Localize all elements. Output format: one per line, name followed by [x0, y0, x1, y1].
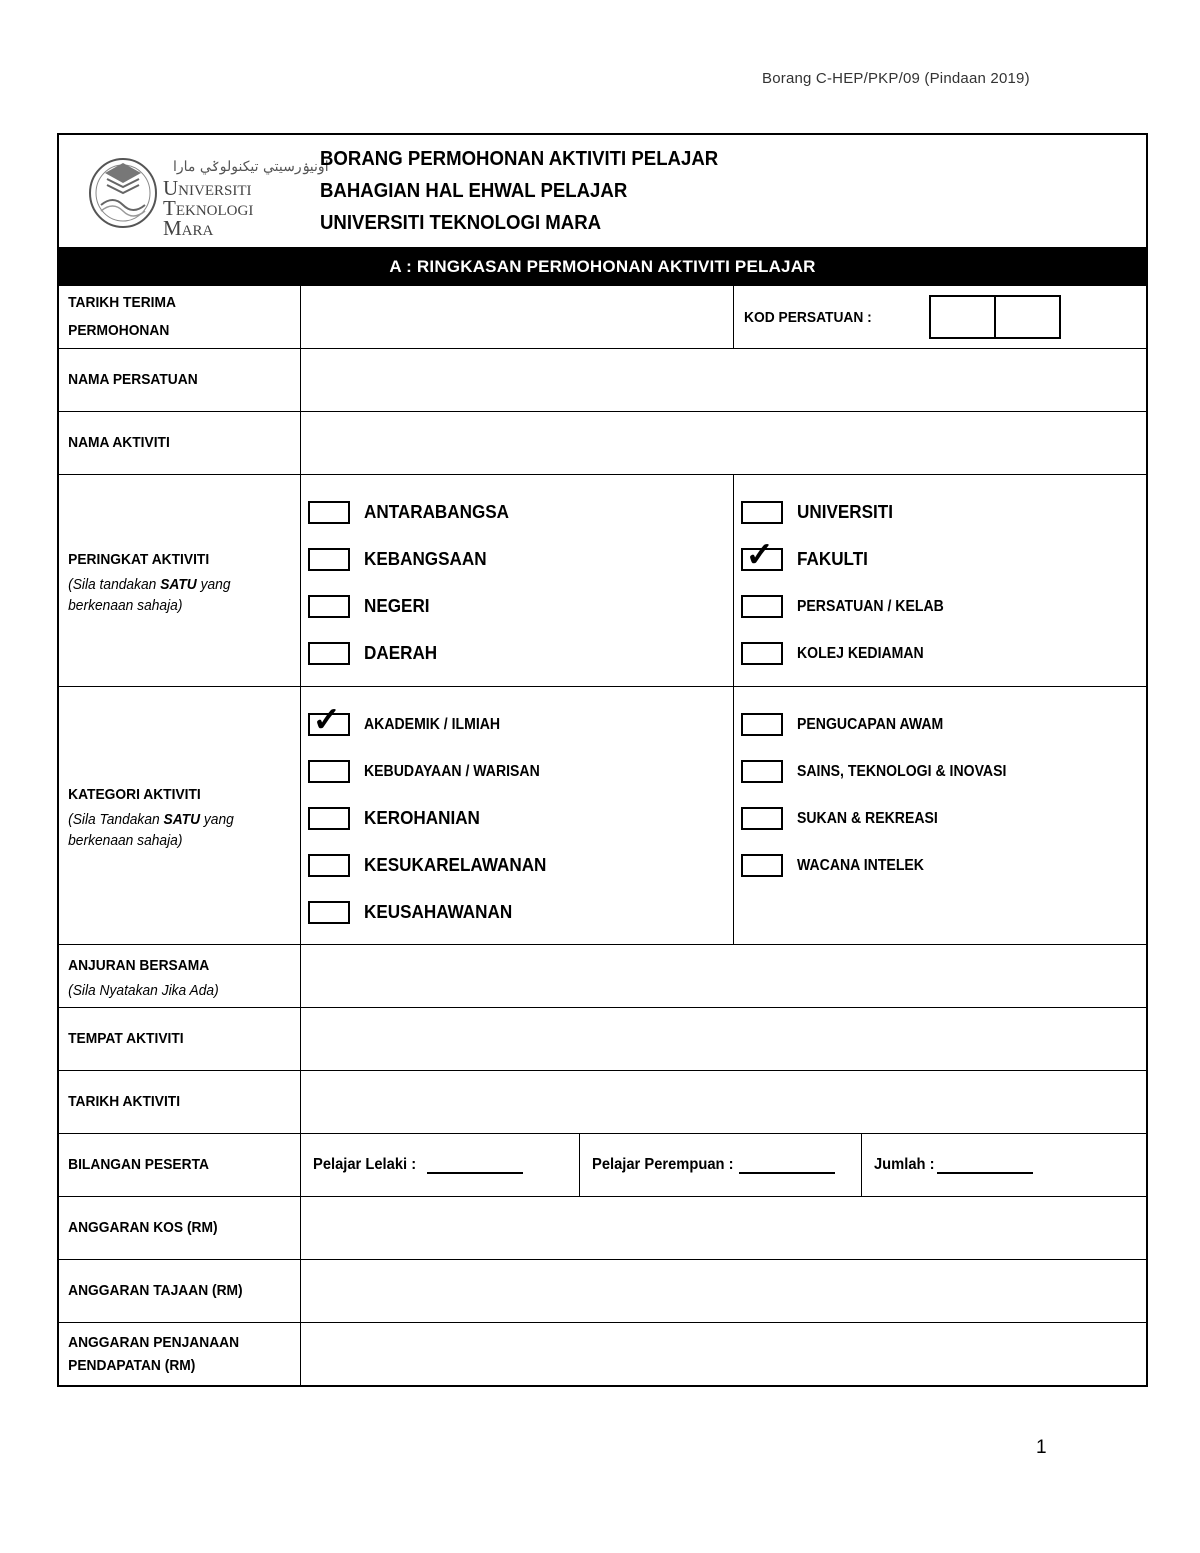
checkbox[interactable] [308, 642, 350, 665]
svg-text:اونيۏرسيتي تيکنولوݢي مارا: اونيۏرسيتي تيکنولوݢي مارا [173, 159, 329, 175]
kategori-options-right [733, 687, 1147, 945]
tajaan-label: ANGGARAN TAJAAN (RM) [58, 1260, 281, 1323]
nama-aktiviti-field[interactable] [300, 412, 1147, 475]
peringkat-options-left [300, 475, 733, 687]
application-form [57, 133, 1148, 1387]
checkbox[interactable] [741, 854, 783, 877]
anjuran-note: (Sila Nyatakan Jika Ada) [68, 981, 219, 999]
checkbox[interactable] [308, 501, 350, 524]
checkbox[interactable] [308, 548, 350, 571]
bilangan-label: BILANGAN PESERTA [58, 1134, 281, 1197]
tarikh-terima-label: TARIKH TERIMA PERMOHONAN [58, 286, 281, 349]
peringkat-note: (Sila tandakan SATU yang berkenaan sahaja) [68, 575, 231, 614]
nama-persatuan-field[interactable] [300, 349, 1147, 412]
checkbox[interactable] [741, 760, 783, 783]
perempuan-blank[interactable] [739, 1156, 835, 1174]
page-number: 1 [1036, 1437, 1047, 1458]
lelaki-label: Pelajar Lelaki : [312, 1156, 416, 1173]
option-universiti[interactable]: UNIVERSITI [741, 489, 1147, 536]
logo-cell [58, 134, 329, 248]
option-fakulti[interactable]: ✓ FAKULTI [741, 536, 1147, 583]
option-daerah[interactable]: DAERAH [308, 630, 733, 677]
nama-aktiviti-label: NAMA AKTIVITI [58, 412, 281, 475]
checkbox[interactable] [308, 807, 350, 830]
checkbox[interactable] [308, 854, 350, 877]
header-titles [300, 134, 1147, 248]
peringkat-options-right [733, 475, 1147, 687]
tarikh-terima-field[interactable] [300, 286, 733, 349]
checkbox[interactable] [741, 501, 783, 524]
anjuran-field[interactable] [300, 945, 1147, 1008]
penjanaan-label: ANGGARAN PENJANAAN PENDAPATAN (RM) [58, 1323, 281, 1387]
option-sains-teknologi-inovasi[interactable]: SAINS, TEKNOLOGI & INOVASI [741, 748, 1147, 795]
crest-icon [90, 159, 156, 227]
svg-text:Mara: Mara [163, 216, 214, 240]
check-icon: ✓ [745, 536, 774, 574]
form-title: BORANG PERMOHONAN AKTIVITI PELAJAR [320, 148, 719, 170]
kategori-options-left [300, 687, 733, 945]
peringkat-label: PERINGKAT AKTIVITI (Sila tandakan SATU yang berkenaan sahaja) [58, 475, 281, 687]
kos-field[interactable] [300, 1197, 1147, 1260]
anjuran-label: ANJURAN BERSAMA (Sila Nyatakan Jika Ada) [58, 945, 281, 1008]
tajaan-field[interactable] [300, 1260, 1147, 1323]
option-negeri[interactable]: NEGERI [308, 583, 733, 630]
form-code: Borang C-HEP/PKP/09 (Pindaan 2019) [762, 70, 1030, 87]
option-kebudayaan-warisan[interactable]: KEBUDAYAAN / WARISAN [308, 748, 733, 795]
svg-text:Universiti: Universiti [163, 176, 252, 200]
university-title: UNIVERSITI TEKNOLOGI MARA [320, 212, 602, 234]
kategori-note: (Sila Tandakan SATU yang berkenaan sahaja) [68, 810, 234, 849]
uitm-logo [83, 143, 329, 240]
tarikh-aktiviti-field[interactable] [300, 1071, 1147, 1134]
option-kerohanian[interactable]: KEROHANIAN [308, 795, 733, 842]
option-keusahawanan[interactable]: KEUSAHAWANAN [308, 889, 733, 936]
option-persatuan-kelab[interactable]: PERSATUAN / KELAB [741, 583, 1147, 630]
kod-box-1[interactable] [931, 297, 994, 337]
tempat-field[interactable] [300, 1008, 1147, 1071]
tarikh-aktiviti-label: TARIKH AKTIVITI [58, 1071, 281, 1134]
checkbox[interactable] [741, 807, 783, 830]
option-wacana-intelek[interactable]: WACANA INTELEK [741, 842, 1147, 889]
checkbox-checked[interactable] [308, 701, 350, 739]
jumlah-label: Jumlah : [873, 1156, 935, 1173]
kod-box-2[interactable] [994, 297, 1059, 337]
jumlah-cell [861, 1134, 1147, 1197]
section-a-title: A : RINGKASAN PERMOHONAN AKTIVITI PELAJAR [58, 248, 1147, 286]
checkbox[interactable] [741, 595, 783, 618]
option-antarabangsa[interactable]: ANTARABANGSA [308, 489, 733, 536]
checkbox[interactable] [308, 760, 350, 783]
checkbox[interactable] [741, 642, 783, 665]
option-sukan-rekreasi[interactable]: SUKAN & REKREASI [741, 795, 1147, 842]
kod-persatuan-label: KOD PERSATUAN : [743, 308, 872, 326]
jumlah-blank[interactable] [937, 1156, 1033, 1174]
svg-text:Teknologi: Teknologi [163, 196, 254, 220]
perempuan-label: Pelajar Perempuan : [591, 1156, 734, 1173]
lelaki-blank[interactable] [427, 1156, 523, 1174]
checkbox[interactable] [308, 901, 350, 924]
nama-persatuan-label: NAMA PERSATUAN [58, 349, 281, 412]
option-kesukarelawanan[interactable]: KESUKARELAWANAN [308, 842, 733, 889]
kos-label: ANGGARAN KOS (RM) [58, 1197, 281, 1260]
option-pengucapan-awam[interactable]: PENGUCAPAN AWAM [741, 701, 1147, 748]
kod-persatuan-cell [733, 286, 1147, 349]
penjanaan-field[interactable] [300, 1323, 1147, 1387]
checkbox-checked[interactable] [741, 536, 783, 574]
department-title: BAHAGIAN HAL EHWAL PELAJAR [320, 180, 628, 202]
check-icon: ✓ [312, 701, 341, 739]
checkbox[interactable] [308, 595, 350, 618]
lelaki-cell [300, 1134, 579, 1197]
perempuan-cell [579, 1134, 861, 1197]
option-kolej-kediaman[interactable]: KOLEJ KEDIAMAN [741, 630, 1147, 677]
checkbox[interactable] [741, 713, 783, 736]
option-akademik-ilmiah[interactable]: ✓ AKADEMIK / ILMIAH [308, 701, 733, 748]
kod-persatuan-boxes [929, 295, 1061, 339]
tempat-label: TEMPAT AKTIVITI [58, 1008, 281, 1071]
option-kebangsaan[interactable]: KEBANGSAAN [308, 536, 733, 583]
kategori-label: KATEGORI AKTIVITI (Sila Tandakan SATU yang berkenaan sahaja) [58, 687, 281, 945]
